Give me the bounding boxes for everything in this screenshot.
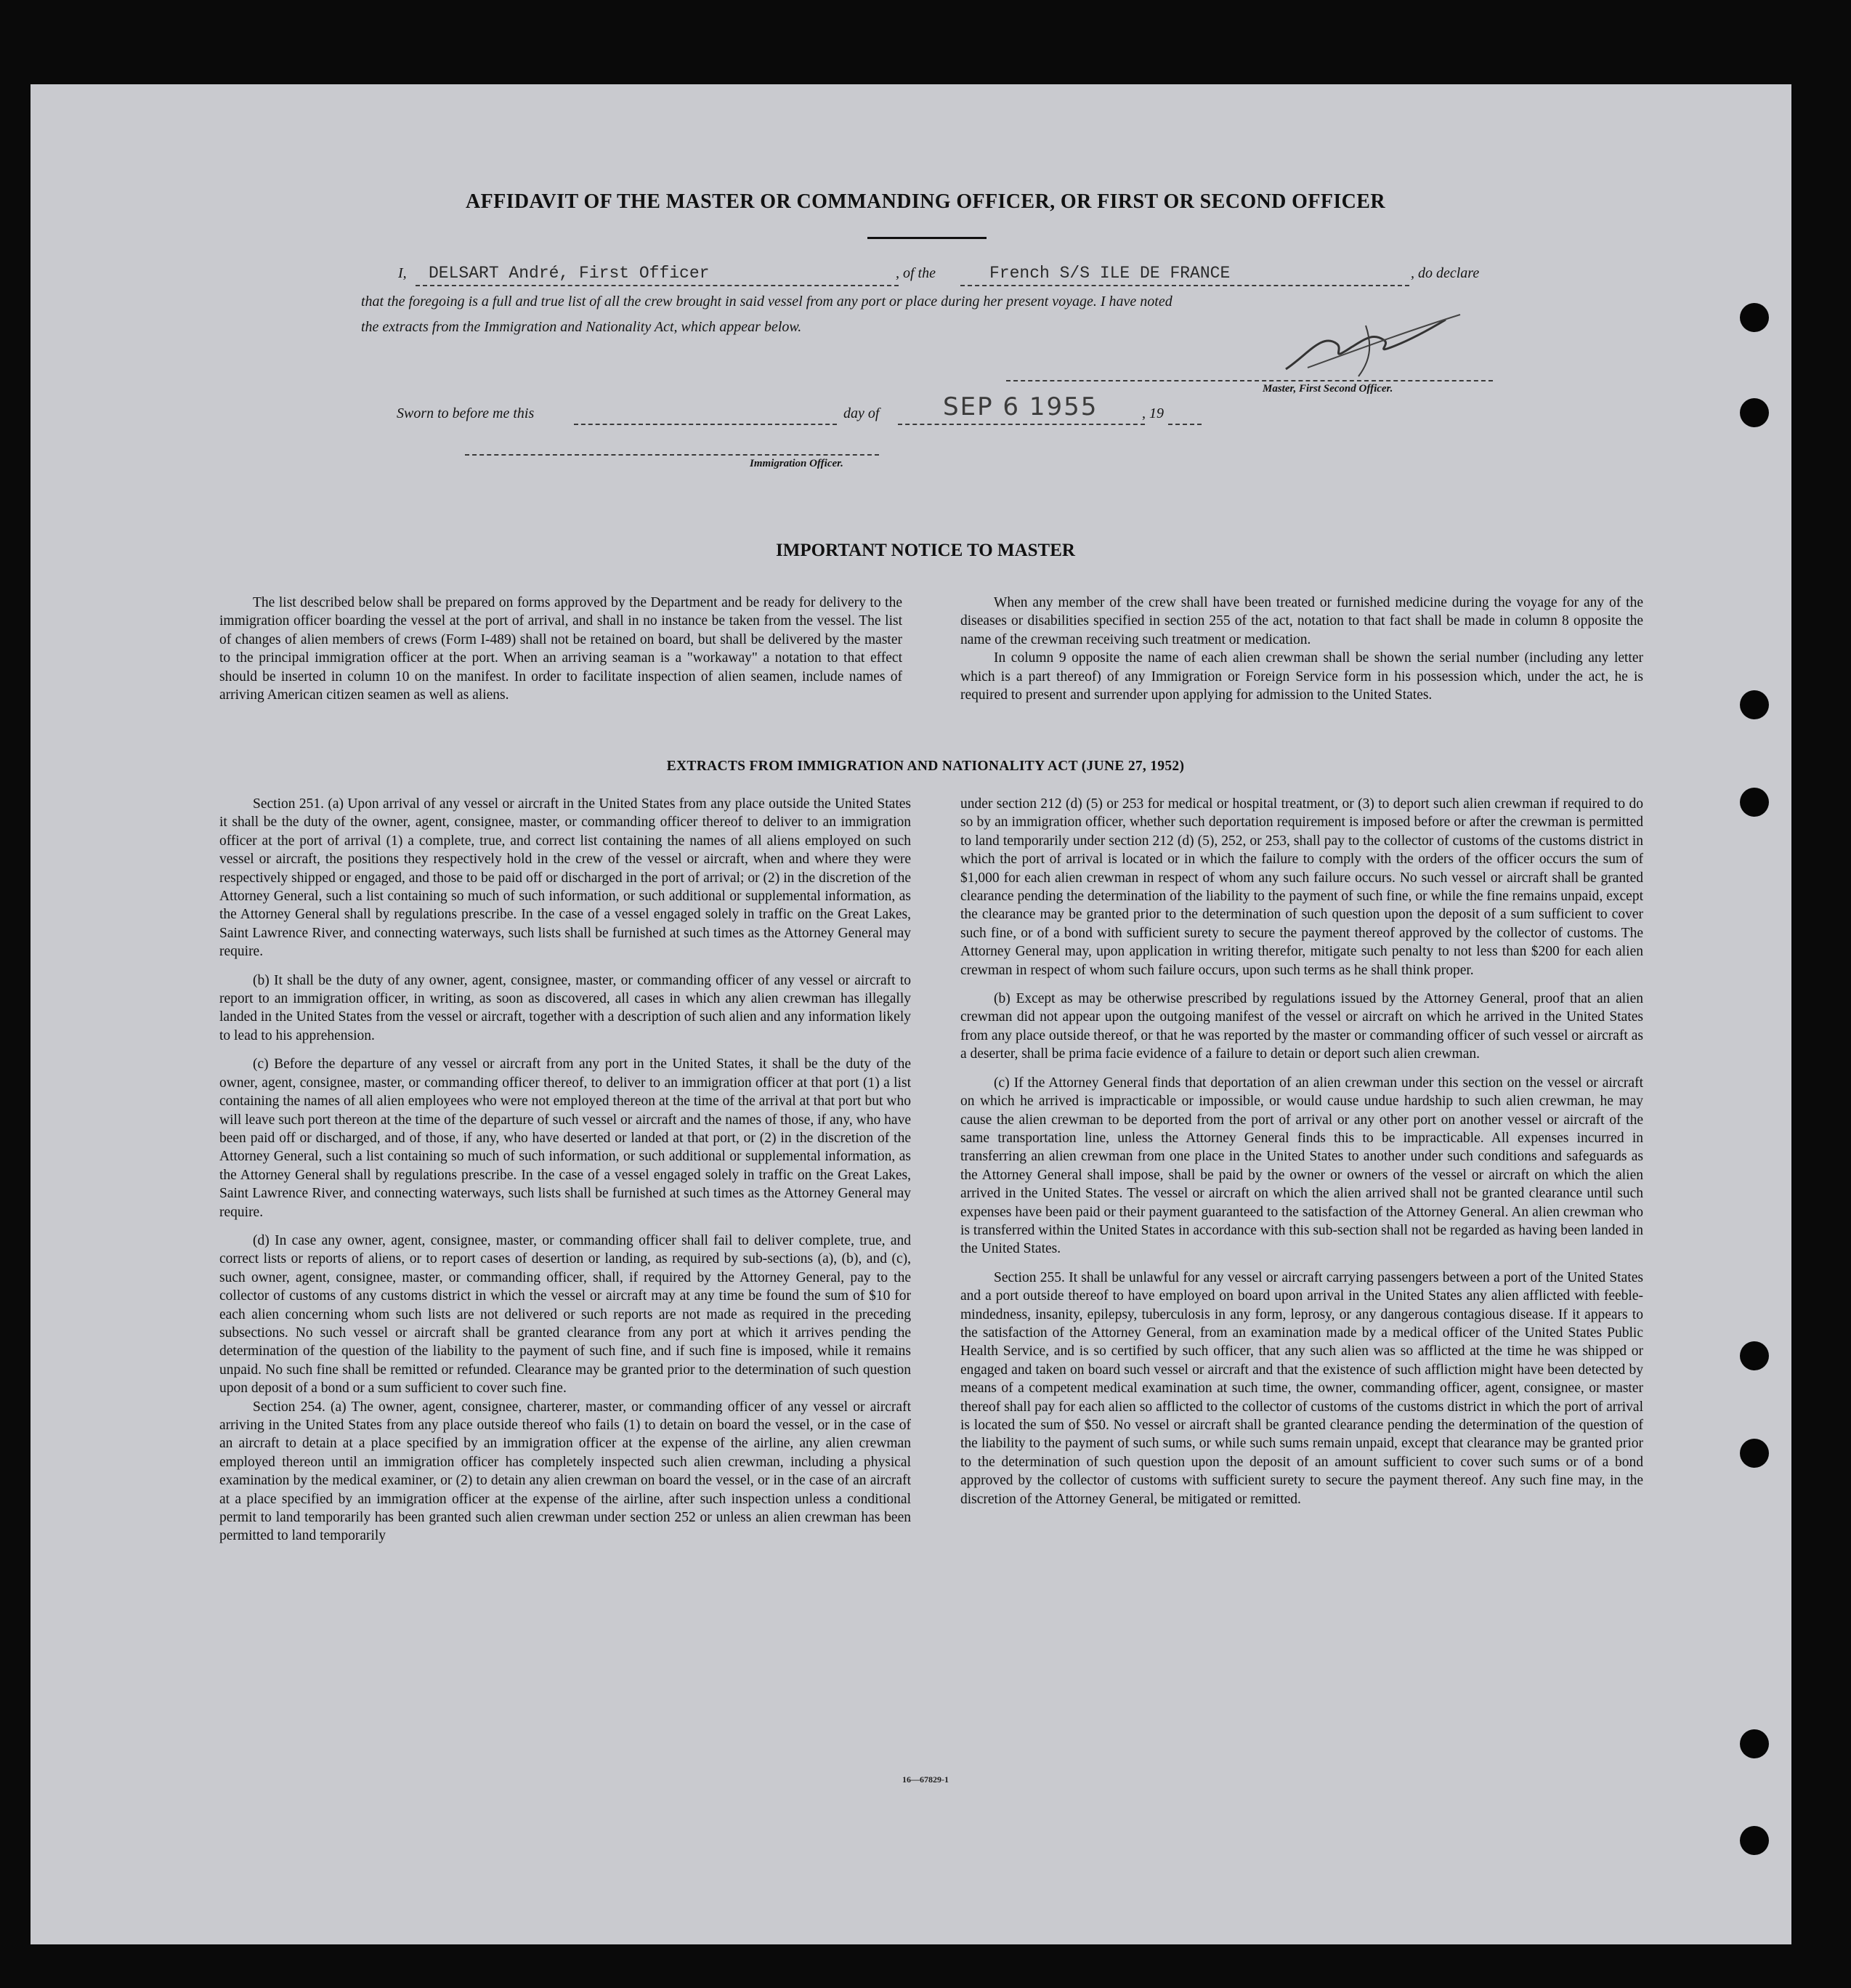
signature-icon bbox=[1257, 304, 1475, 391]
form-number: 16—67829-1 bbox=[902, 1774, 949, 1785]
officer-name-field[interactable]: DELSART André, First Officer bbox=[429, 264, 710, 283]
title-rule bbox=[867, 237, 987, 239]
section-254-c: (c) If the Attorney General finds that deportation of an alien crewman under this section on the vessel or aircraft on which he arrived is impracticable or impossible, or would cause undue hardship to such alien crewman, he may cause the alien crewman to be deported from the port of arrival or any other port on another vessel or aircraft of the same transportation line, unless the Attorney General finds this to be impracticable. All expenses incurred in transferring an alien crewman from one place in the United States to another under such conditions and safeguards as the Attorney General shall impose, shall be paid by the owner or owners of the vessel or aircraft on which the alien arrived in the United States. The vessel or aircraft on which the alien arrived shall not be granted clearance until such expenses have been paid or their payment guaranteed to the satisfaction of the Attorney General. An alien crewman who is transferred within the United States in accordance with this sub-section shall not be regarded as having been landed in the United States. bbox=[960, 1075, 1643, 1257]
punch-hole-icon bbox=[1740, 1729, 1769, 1758]
immigration-officer-caption: Immigration Officer. bbox=[750, 458, 843, 469]
label-of-the: , of the bbox=[896, 265, 936, 281]
notice-right-column bbox=[960, 594, 1643, 704]
label-sworn: Sworn to before me this bbox=[397, 405, 535, 421]
year-line bbox=[1168, 424, 1202, 425]
label-i: I, bbox=[398, 265, 407, 281]
punch-hole-icon bbox=[1740, 1341, 1769, 1370]
punch-hole-icon bbox=[1740, 1439, 1769, 1468]
label-do-declare: , do declare bbox=[1411, 265, 1480, 281]
notice-left-column bbox=[219, 594, 902, 704]
date-stamp: SEP 6 1955 bbox=[943, 392, 1098, 421]
section-254-b: (b) Except as may be otherwise prescribed by regulations issued by the Attorney General, proof that an alien crewman did not appear upon the outgoing manifest of the vessel or aircraft on which he arrived in the United States from any place outside thereof, or that he was reported by the master or commanding officer of such vessel or aircraft as a deserter, shall be prima facie evidence of a failure to detain or deport such alien crewman. bbox=[960, 991, 1643, 1062]
notice-right-paragraph-2: In column 9 opposite the name of each alien crewman shall be shown the serial number (including any letter which is a part thereof) of any Immigration or Foreign Service form in his possession which, under the act, he is required to present and surrender upon applying for admission to the United States. bbox=[960, 650, 1643, 703]
officer-signature-line bbox=[1006, 380, 1493, 381]
section-251-b: (b) It shall be the duty of any owner, agent, consignee, master, or commanding officer of any vessel or aircraft to report to an immigration officer, in writing, as soon as discovered, all cases in which any alien crewman has illegally landed in the United States from the vessel or aircraft, together with a description of such alien and any information likely to lead to his apprehension. bbox=[219, 972, 911, 1043]
officer-caption: Master, First Second Officer. bbox=[1263, 383, 1393, 395]
notice-title: IMPORTANT NOTICE TO MASTER bbox=[776, 541, 1075, 560]
vessel-field[interactable]: French S/S ILE DE FRANCE bbox=[989, 264, 1231, 283]
punch-hole-icon bbox=[1740, 788, 1769, 817]
month-line bbox=[898, 424, 1145, 425]
section-251-c: (c) Before the departure of any vessel or aircraft from any port in the United States, it shall be the duty of the owner, agent, consignee, master, or commanding officer thereof, to deliver to an immigration officer at that port (1) a list containing the names of all alien employees who were not employed thereon at the time of the arrival at that port but who will leave such port thereon at the time of the departure of such vessel or aircraft and the names of those, if any, who have been paid off or discharged, and of those, if any, who have deserted or landed at that port, or (2) in the discretion of the Attorney General, such a list containing so much of such information, or such additional or supplemental information, as the Attorney General shall by regulations prescribe. In the case of a vessel engaged solely in traffic on the Great Lakes, Saint Lawrence River, and connecting waterways, such lists shall be furnished at such times as the Attorney General may require. bbox=[219, 1056, 911, 1220]
punch-hole-icon bbox=[1740, 398, 1769, 427]
extracts-title: EXTRACTS FROM IMMIGRATION AND NATIONALITY ACT (JUNE 27, 1952) bbox=[666, 759, 1185, 774]
section-251-d: (d) In case any owner, agent, consignee, master, or commanding officer shall fail to deliver complete, true, and correct lists or reports of aliens, or to report cases of desertion or landing, as required by sub-sections (a), (b), and (c), such owner, agent, consignee, master, or commanding officer, shall, if required by the Attorney General, pay to the collector of customs of any customs district in which the vessel or aircraft may at any time be found the sum of $10 for each alien concerning whom such lists are not delivered or such reports are not made as required in the preceding subsections. No such vessel or aircraft shall be granted clearance from any port at which it arrives pending the determination of the question of the liability to the payment of such fine, and if such fine is imposed, while it remains unpaid. No such fine shall be remitted or refunded. Clearance may be granted prior to the determination of such question upon deposit of a bond or a sum sufficient to cover such fine. bbox=[219, 1232, 911, 1397]
extracts-right-column bbox=[960, 795, 1643, 1508]
section-251-a: Section 251. (a) Upon arrival of any vessel or aircraft in the United States from any place outside the United States it shall be the duty of the owner, agent, consignee, master, or commanding officer thereof to deliver to an immigration officer at the port of arrival (1) a complete, true, and correct list containing the names of all aliens employed on such vessel or aircraft, the positions they respectively hold in the crew of the vessel or aircraft, when and where they were respectively shipped or engaged, and those to be paid off or discharged in the port of arrival; or (2) in the discretion of the Attorney General, such a list containing so much of such information, or such additional or supplemental information, as the Attorney General shall by regulations prescribe. In the case of a vessel engaged solely in traffic on the Great Lakes, Saint Lawrence River, and connecting waterways, such lists shall be furnished at such times as the Attorney General may require. bbox=[219, 796, 911, 960]
punch-hole-icon bbox=[1740, 690, 1769, 719]
section-254-a-continued: under section 212 (d) (5) or 253 for medical or hospital treatment, or (3) to deport such alien crewman if required to do so by an immigration officer, whether such deportation requirement is imposed before or after the crewman is permitted to land temporarily under section 212 (d) (5), 252, or 253, shall pay to the collector of customs of the customs district in which the port of arrival is located or in which the failure to comply with the orders of the officer occurs the sum of $1,000 for each alien crewman in respect of whom any such failure occurs. No such vessel or aircraft shall be granted clearance pending the determination of the liability to the payment of such fine, or while the fine remains unpaid, except the clearance may be granted prior to the determination of such question upon the deposit of a sum sufficient to cover such fine, or of a bond with sufficient surety to secure the payment thereof approved by the collector of customs. The Attorney General may, upon application in writing therefor, mitigate such penalty to not less than $200 for each alien crewman in respect of whom such failure occurs, upon such terms as he shall think proper. bbox=[960, 796, 1643, 978]
punch-hole-icon bbox=[1740, 303, 1769, 332]
affidavit-title: AFFIDAVIT OF THE MASTER OR COMMANDING OFFICER, OR FIRST OR SECOND OFFICER bbox=[466, 190, 1385, 213]
notice-left-paragraph: The list described below shall be prepared on forms approved by the Department and be ready for delivery to the immigration officer boarding the vessel at the port of arrival, and shall in no instance be taken from the vessel. The list of changes of alien members of crews (Form I-489) shall not be retained on board, but shall be delivered by the master to the principal immigration officer at the port. When an arriving seaman is a "workaway" a notation to that effect should be inserted in column 10 on the manifest. In order to facilitate inspection of alien seamen, include names of arriving American citizen seamen as well as aliens. bbox=[219, 595, 902, 703]
sworn-day-line bbox=[574, 424, 837, 425]
extracts-left-column bbox=[219, 795, 911, 1545]
declaration-line-2: that the foregoing is a full and true list of all the crew brought in said vessel from any port or place during her present voyage. I have noted bbox=[361, 294, 1172, 310]
section-255: Section 255. It shall be unlawful for any vessel or aircraft carrying passengers between a port of the United States and a port outside thereof to have employed on board upon arrival in the United States any alien afflicted with feeble-mindedness, insanity, epilepsy, tuberculosis in any form, leprosy, or any dangerous contagious disease. If it appears to the satisfaction of the Attorney General, from an examination made by a medical officer of the United States Public Health Service, and is so certified by such officer, that any such alien was so afflicted at the time he was shipped or engaged and taken on board such vessel or aircraft and that the existence of such affliction might have been detected by means of a competent medical examination at such time, the owner, commanding officer, agent, consignee, or master thereof shall pay for each alien so afflicted to the collector of customs of the customs district in which the port of arrival is located the sum of $50. No vessel or aircraft shall be granted clearance pending the determination of the question of the liability to the payment of such sums, or while such sums remain unpaid, except that clearance may be granted prior to the determination of such question upon the deposit of an amount sufficient to cover such sums or of a bond approved by the collector of customs with sufficient surety to secure the payment thereof. Any such fine may, in the discretion of the Attorney General, be mitigated or remitted. bbox=[960, 1269, 1643, 1507]
section-254-a: Section 254. (a) The owner, agent, consignee, charterer, master, or commanding officer of any vessel or aircraft arriving in the United States from any place outside thereof who fails (1) to detain on board the vessel, or in the case of an aircraft to detain at a place specified by an immigration officer at the expense of the airline, any alien crewman employed thereon until an immigration officer has completely inspected such alien crewman, including a physical examination by the medical examiner, or (2) to detain any alien crewman on board the vessel, or in the case of an aircraft at a place specified by an immigration officer at the expense of the airline, after such inspection unless a conditional permit to land temporarily has been granted such alien crewman under section 252 or unless an alien crewman has been permitted to land temporarily bbox=[219, 1399, 911, 1544]
immigration-officer-line bbox=[465, 454, 879, 456]
officer-name-line bbox=[416, 285, 899, 286]
declaration-line-3: the extracts from the Immigration and Nationality Act, which appear below. bbox=[361, 319, 802, 335]
label-year-prefix: , 19 bbox=[1142, 405, 1164, 421]
vessel-line bbox=[960, 285, 1409, 286]
label-day-of: day of bbox=[843, 405, 880, 421]
notice-right-paragraph-1: When any member of the crew shall have been treated or furnished medicine during the voyage for any of the diseases or disabilities specified in section 255 of the act, notation to that fact shall be made in column 8 opposite the name of the crewman receiving such treatment or medication. bbox=[960, 595, 1643, 647]
punch-hole-icon bbox=[1740, 1826, 1769, 1855]
